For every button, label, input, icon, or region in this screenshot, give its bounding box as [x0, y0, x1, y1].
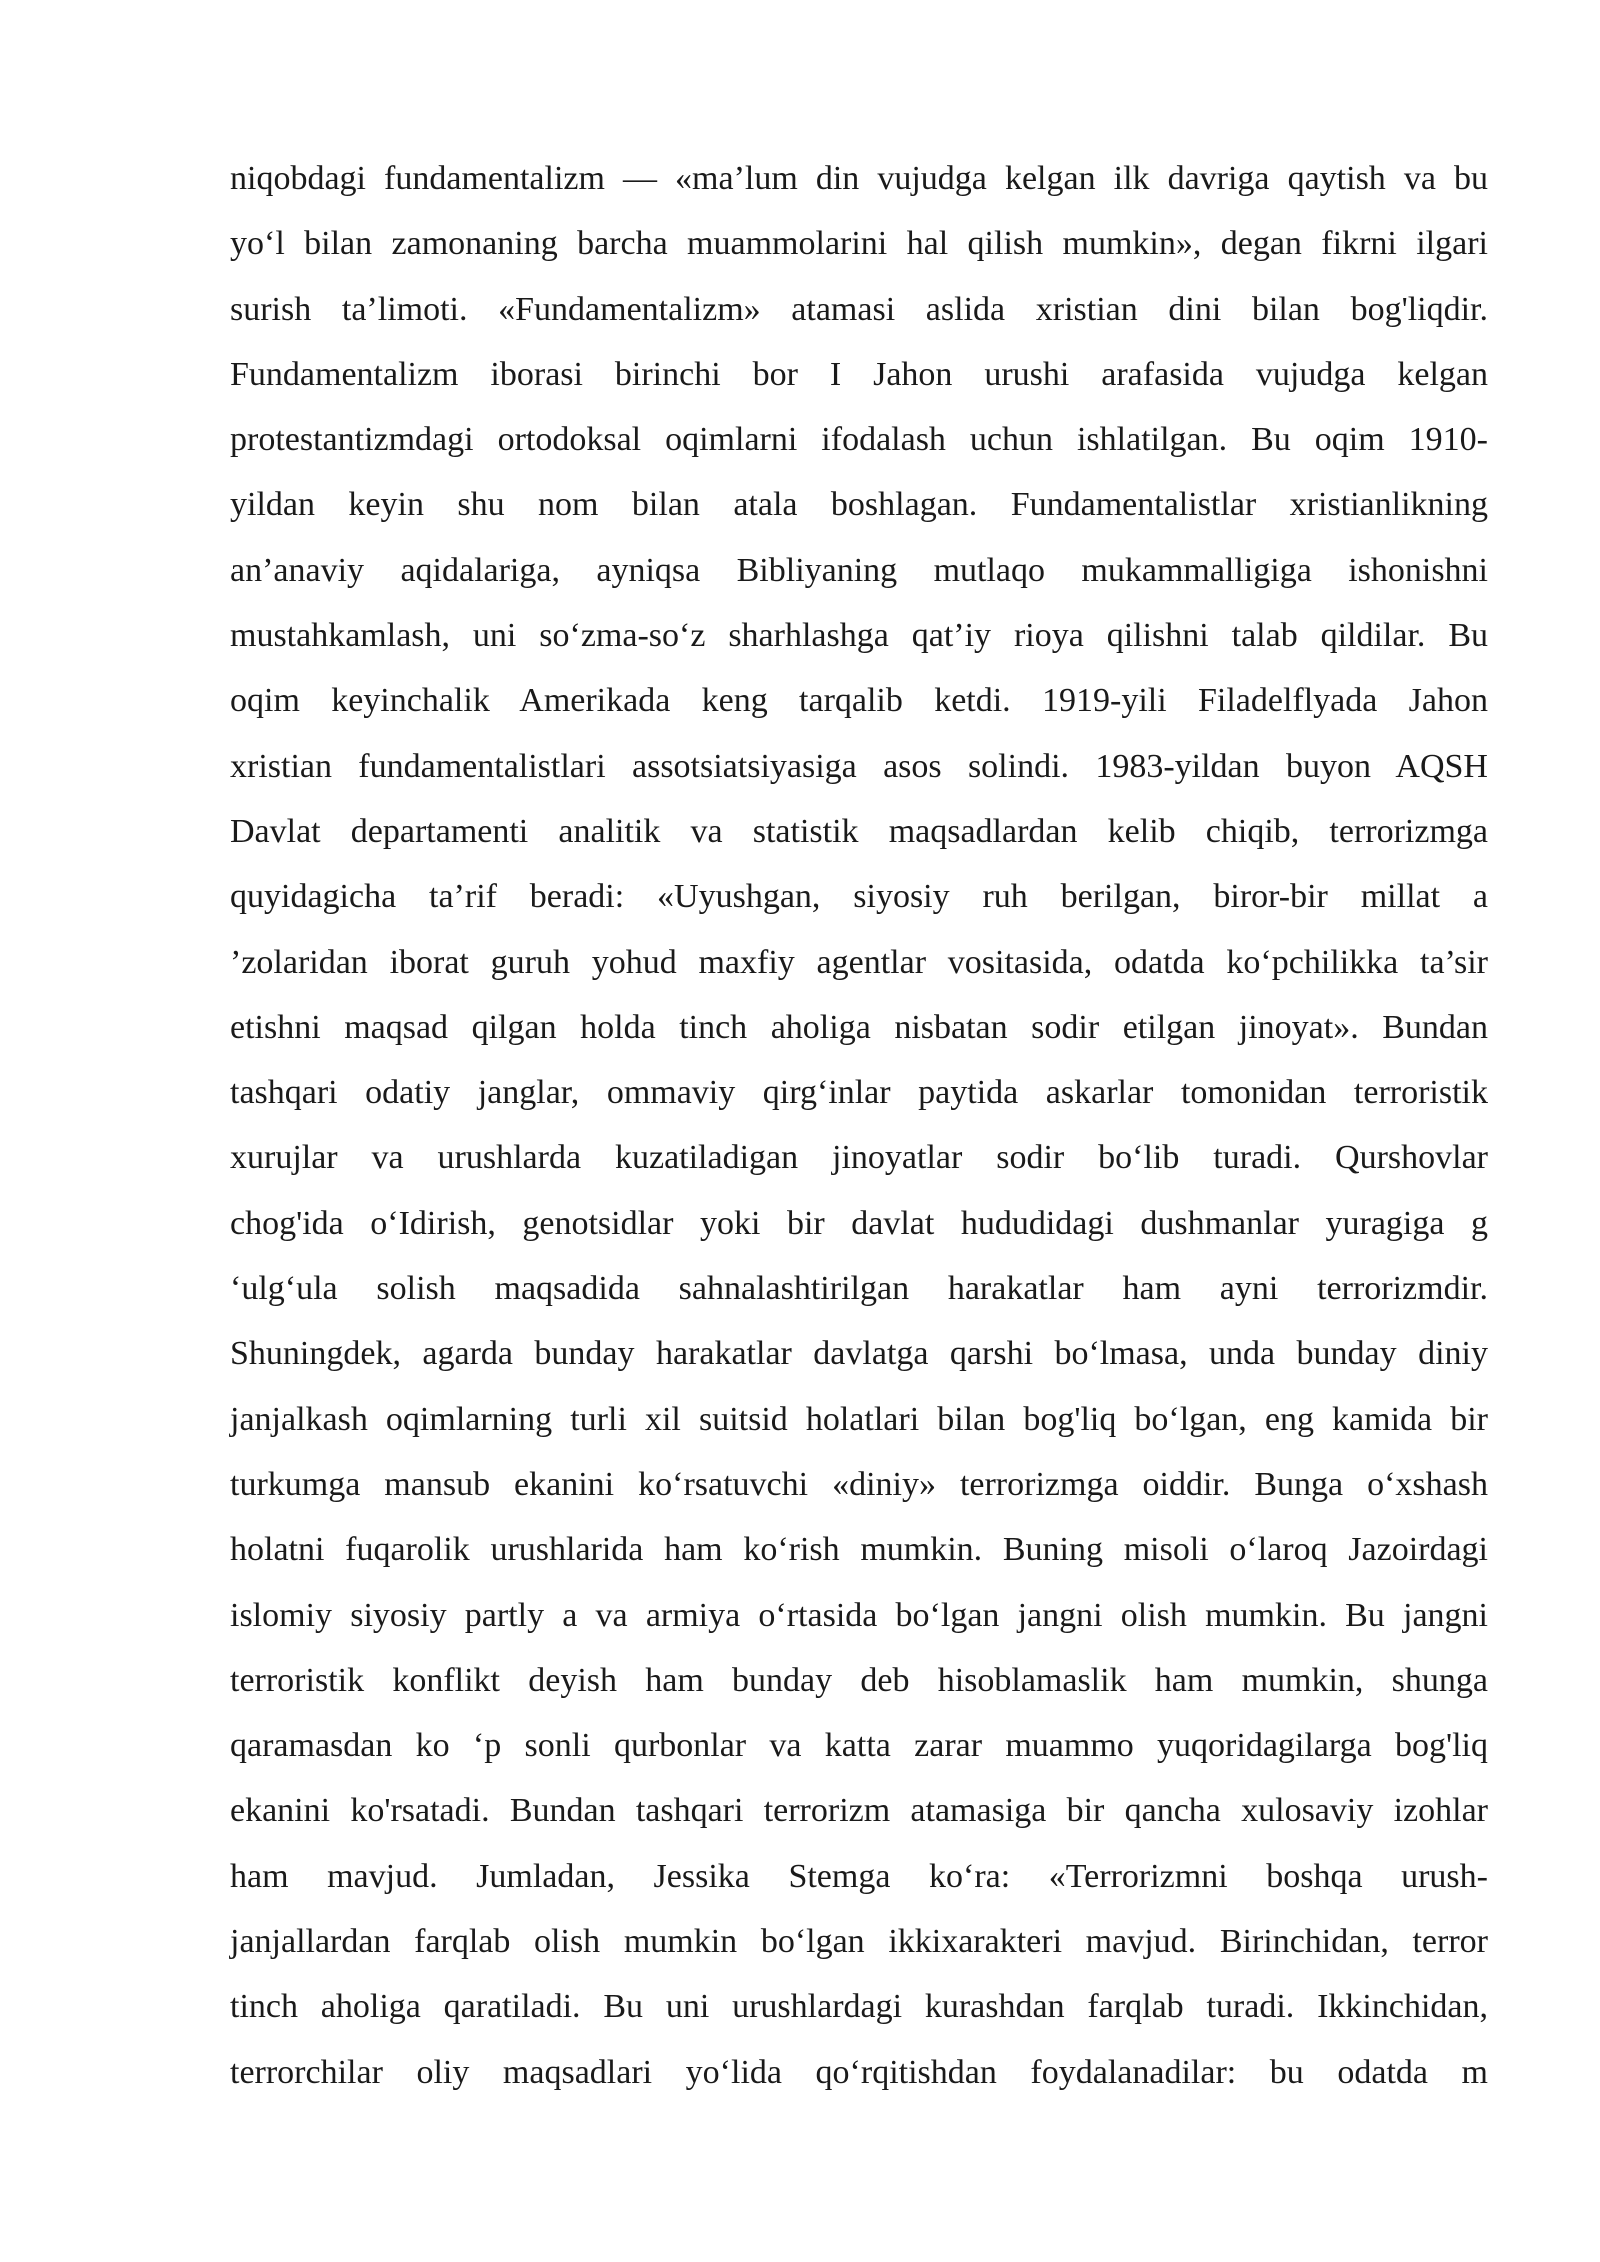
text-line: xurujlar va urushlarda kuzatiladigan jinoyatlar sodir bo‘lib turadi. Qurshovlar	[230, 1139, 1488, 1177]
text-line: xristian fundamentalistlari assotsiatsiyasiga asos solindi. 1983-yildan buyon AQSH	[230, 747, 1488, 785]
text-line: niqobdagi fundamentalizm — «ma’lum din vujudga kelgan ilk davriga qaytish va bu	[230, 160, 1488, 197]
text-line: surish ta’limoti. «Fundamentalizm» atamasi aslida xristian dini bilan bog'liqdir.	[230, 290, 1488, 328]
text-line: an’anaviy aqidalariga, ayniqsa Bibliyaning mutlaqo mukammalligiga ishonishni	[230, 551, 1488, 589]
text-line: terroristik konflikt deyish ham bunday deb hisoblamaslik ham mumkin, shunga	[230, 1661, 1488, 1699]
text-line: etishni maqsad qilgan holda tinch aholiga nisbatan sodir etilgan jinoyat». Bundan	[230, 1008, 1488, 1046]
text-line: qaramasdan ko ‘p sonli qurbonlar va katta zarar muammo yuqoridagilarga bog'liq	[230, 1727, 1488, 1765]
text-line: yildan keyin shu nom bilan atala boshlagan. Fundamentalistlar xristianlikning	[230, 486, 1488, 524]
text-line: yo‘l bilan zamonaning barcha muammolarini hal qilish mumkin», degan fikrni ilgari	[230, 225, 1488, 263]
text-line: janjallardan farqlab olish mumkin bo‘lgan ikkixarakteri mavjud. Birinchidan, terror	[230, 1923, 1488, 1961]
text-line: ’zolaridan iborat guruh yohud maxfiy agentlar vositasida, odatda ko‘pchilikka ta’sir	[230, 943, 1488, 981]
text-line: Fundamentalizm iborasi birinchi bor I Jahon urushi arafasida vujudga kelgan	[230, 355, 1488, 393]
text-line: ‘ulg‘ula solish maqsadida sahnalashtirilgan harakatlar ham ayni terrorizmdir.	[230, 1270, 1488, 1308]
text-line: janjalkash oqimlarning turli xil suitsid holatlari bilan bog'liq bo‘lgan, eng kamida bir	[230, 1400, 1488, 1438]
text-line: terrorchilar oliy maqsadlari yo‘lida qo‘rqitishdan foydalanadilar: bu odatda m	[230, 2053, 1488, 2091]
text-line: oqim keyinchalik Amerikada keng tarqalib ketdi. 1919-yili Filadelflyada Jahon	[230, 682, 1488, 720]
text-line: mustahkamlash, uni so‘zma-so‘z sharhlashga qat’iy rioya qilishni talab qildilar. Bu	[230, 617, 1488, 655]
text-line: tinch aholiga qaratiladi. Bu uni urushlardagi kurashdan farqlab turadi. Ikkinchidan,	[230, 1988, 1488, 2026]
text-line: ekanini ko'rsatadi. Bundan tashqari terrorizm atamasiga bir qancha xulosaviy izohlar	[230, 1792, 1488, 1830]
text-line: holatni fuqarolik urushlarida ham ko‘rish mumkin. Buning misoli o‘laroq Jazoirdagi	[230, 1531, 1488, 1569]
text-line: quyidagicha ta’rif beradi: «Uyushgan, siyosiy ruh berilgan, biror-bir millat a	[230, 878, 1488, 916]
text-line: Davlat departamenti analitik va statistik maqsadlardan kelib chiqib, terrorizmga	[230, 812, 1488, 850]
text-line: tashqari odatiy janglar, ommaviy qirg‘inlar paytida askarlar tomonidan terroristik	[230, 1074, 1488, 1112]
text-line: protestantizmdagi ortodoksal oqimlarni ifodalash uchun ishlatilgan. Bu oqim 1910-	[230, 421, 1488, 459]
body-text	[230, 146, 1488, 2105]
text-line: turkumga mansub ekanini ko‘rsatuvchi «diniy» terrorizmga oiddir. Bunga o‘xshash	[230, 1465, 1488, 1503]
text-line: ham mavjud. Jumladan, Jessika Stemga ko‘ra: «Terrorizmni boshqa urush-	[230, 1857, 1488, 1895]
text-line: Shuningdek, agarda bunday harakatlar davlatga qarshi bo‘lmasa, unda bunday diniy	[230, 1335, 1488, 1373]
text-line: chog'ida o‘Idirish, genotsidlar yoki bir davlat hududidagi dushmanlar yuragiga g	[230, 1204, 1488, 1242]
text-line: islomiy siyosiy partly a va armiya o‘rtasida bo‘lgan jangni olish mumkin. Bu jangni	[230, 1596, 1488, 1634]
